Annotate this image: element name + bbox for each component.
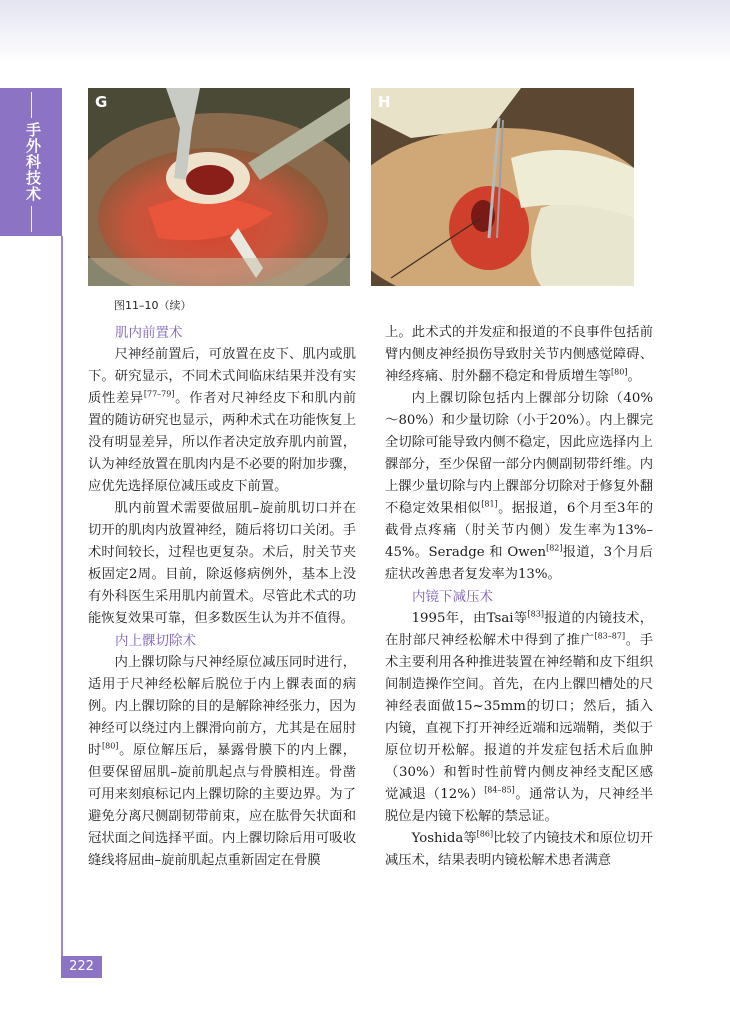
side-tab-line-bottom — [31, 206, 32, 232]
header-band — [0, 0, 730, 62]
side-rule — [61, 236, 63, 956]
paragraph: 上。此术式的并发症和报道的不良事件包括前臂内侧皮神经损伤导致肘关节内侧感觉障碍、神经疼痛、肘外翻不稳定和骨质增生等[80]。 — [385, 325, 653, 384]
chapter-title: 手外科技术 — [24, 122, 42, 202]
paragraph: 内上髁切除与尺神经原位减压同时进行，适用于尺神经松解后脱位于内上髁表面的病例。内上髁切除的目的是解除神经张力，因为神经可以绕过内上髁滑向前方，尤其是在屈肘时[80]。原位解压后，暴露骨膜下的内上髁，但要保留屈肌–旋前肌起点与骨膜相连。骨凿可用来刻痕标记内上髁切除的主要边界。为了避免分离尺侧副韧带前束，应在肱骨矢状面和冠状面之间选择平面。内上髁切除后用可吸收缝线将屈曲–旋前肌起点重新固定在骨膜 — [88, 655, 357, 868]
figure-photo-h — [371, 88, 634, 286]
figure-caption: 图11–10（续） — [114, 299, 192, 312]
page-number: 222 — [61, 956, 102, 978]
paragraph: 尺神经前置后，可放置在皮下、肌内或肌下。研究显示，不同术式间临床结果并没有实质性差异[77–79]。作者对尺神经皮下和肌内前置的随访研究也显示，两种术式在功能恢复上没有明显差异，所以作者决定放弃肌内前置，认为神经放置在肌肉内是不必要的附加步骤，应优先选择原位减压或皮下前置。 — [88, 347, 357, 494]
left-column — [88, 322, 356, 872]
surgical-photo-h — [371, 88, 634, 286]
side-tab-line-top — [31, 92, 32, 118]
right-column — [385, 322, 653, 872]
heading-medial-epicondylectomy: 内上髁切除术 — [115, 633, 196, 649]
panel-h-label: H — [378, 93, 391, 111]
figure-photo-g — [88, 88, 350, 286]
paragraph: Yoshida等[86]比较了内镜技术和原位切开减压术，结果表明内镜松解术患者满意 — [385, 829, 653, 868]
surgical-photo-g — [88, 88, 350, 286]
paragraph: 1995年，由Tsai等[83]报道的内镜技术，在肘部尺神经松解术中得到了推广[83–87]。手术主要利用各种推进装置在神经鞘和皮下组织间制造操作空间。首先，在内上髁凹槽处的尺神经表面做15~35mm的切口；然后，插入内镜，直视下打开神经近端和远端鞘，类似于原位切开松解。报道的并发症包括术后血肿（30%）和暂时性前臂内侧皮神经支配区感觉减退（12%）[84–85]。通常认为，尺神经半脱位是内镜下松解的禁忌证。 — [385, 609, 654, 824]
chapter-side-tab — [0, 88, 62, 236]
panel-g-label: G — [95, 93, 108, 111]
paragraph: 内上髁切除包括内上髁部分切除（40%～80%）和少量切除（小于20%）。内上髁完全切除可能导致内侧不稳定，因此应选择内上髁部分，至少保留一部分内侧副韧带纤维。内上髁少量切除与内上髁部分切除对于修复外翻不稳定效果相似[81]。据报道，6个月至3年的截骨点疼痛（肘关节内侧）发生率为13%–45%。Seradge 和 Owen[82]报道，3个月后症状改善患者复发率为13%。 — [385, 391, 653, 582]
heading-intramuscular-transposition: 肌内前置术 — [115, 325, 183, 341]
paragraph: 肌内前置术需要做屈肌–旋前肌切口并在切开的肌肉内放置神经，随后将切口关闭。手术时间较长，过程也更复杂。术后，肘关节夹板固定2周。目前，除返修病例外，基本上没有外科医生采用肌内前置术。尽管此术式的功能恢复效果可靠，但多数医生认为并不值得。 — [88, 501, 356, 626]
heading-endoscopic-decompression: 内镜下减压术 — [412, 589, 493, 605]
